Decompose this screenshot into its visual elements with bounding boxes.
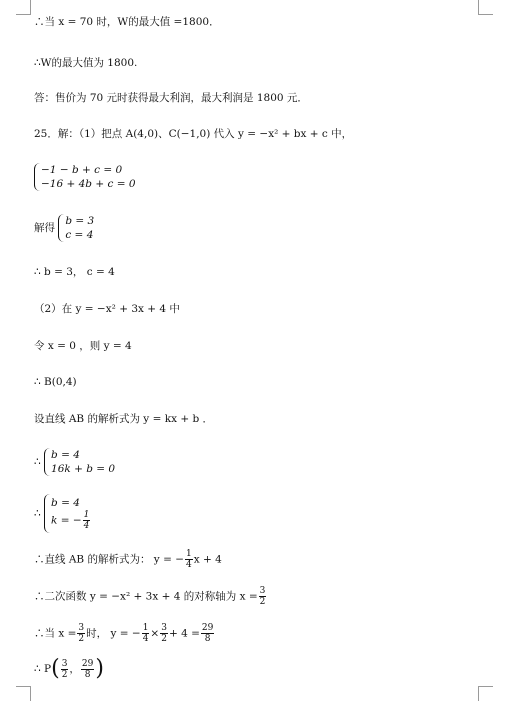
equation: b = 3	[65, 215, 95, 227]
numerator: 3	[61, 658, 68, 669]
denominator: 2	[78, 634, 85, 644]
numerator: 29	[201, 623, 214, 633]
corner-mark-top-right	[478, 0, 493, 15]
text-line	[34, 586, 267, 607]
denominator: 2	[161, 634, 167, 644]
text-line: ∴当 x = 70 时，W的最大值 =1800．	[34, 16, 220, 28]
denominator: 4	[83, 521, 90, 531]
equation: b = 4	[51, 449, 80, 461]
brace-system	[34, 163, 136, 191]
line-text: ×	[150, 627, 160, 640]
denominator: 2	[259, 597, 266, 607]
line-text: + 4 =	[168, 627, 200, 640]
equation: −16 + 4b + c = 0	[41, 178, 136, 190]
line-text: 时， y = −	[86, 627, 141, 640]
text-line	[34, 623, 215, 644]
fraction	[201, 623, 214, 644]
equation: c = 4	[65, 229, 94, 241]
text-line: 令 x = 0 ，则 y = 4	[34, 340, 132, 352]
equation-text: k = −	[51, 514, 82, 527]
fraction	[185, 549, 193, 570]
line-text: ∴当 x =	[34, 627, 77, 640]
left-brace	[34, 163, 40, 191]
denominator: 2	[61, 669, 68, 680]
text-line	[34, 549, 222, 570]
denominator: 8	[84, 669, 91, 680]
line-text: x + 4	[193, 553, 222, 566]
numerator: 29	[81, 658, 94, 669]
text-line: ∴W的最大值为 1800.	[34, 57, 138, 69]
text-line: 答：售价为 70 元时获得最大利润，最大利润是 1800 元．	[34, 92, 308, 104]
solve-label: 解得	[34, 222, 55, 234]
brace-system	[58, 214, 94, 242]
denominator: 8	[204, 634, 211, 644]
fraction	[259, 586, 267, 607]
equation: 16k + b = 0	[51, 463, 116, 475]
equation-system-4	[34, 494, 91, 533]
text-line: 设直线 AB 的解析式为 y = kx + b ．	[34, 413, 214, 425]
fraction	[77, 623, 85, 644]
line-text: ∴二次函数 y = −x² + 3x + 4 的对称轴为 x =	[34, 590, 258, 603]
fraction	[61, 659, 69, 680]
line-text: ∴直线 AB 的解析式为： y = −	[34, 553, 185, 566]
equation-system-3	[34, 448, 115, 476]
brace-system	[44, 448, 115, 476]
corner-mark-bottom-right	[478, 686, 493, 701]
equation-system-1	[34, 163, 136, 191]
equation-system-2	[34, 214, 94, 242]
equation	[44, 510, 91, 531]
therefore-symbol: ∴	[34, 456, 41, 468]
equation: b = 4	[51, 497, 80, 509]
text-line: （2）在 y = −x² + 3x + 4 中	[34, 303, 180, 315]
right-paren: )	[95, 656, 104, 681]
line-text: ∴ P	[34, 663, 52, 675]
fraction	[83, 510, 91, 531]
fraction	[81, 659, 94, 680]
numerator: 1	[83, 510, 90, 520]
therefore-symbol: ∴	[34, 507, 41, 520]
corner-mark-bottom-left	[16, 686, 31, 701]
fraction	[160, 623, 168, 644]
numerator: 3	[161, 623, 167, 633]
numerator: 3	[78, 623, 85, 633]
brace-system	[44, 494, 91, 533]
text-line: ∴ b = 3， c = 4	[34, 266, 115, 278]
numerator: 1	[142, 623, 149, 633]
text-line: ∴ B(0,4)	[34, 376, 77, 388]
text-line: 25．解：（1）把点 A(4,0)、C(−1,0) 代入 y = −x² + bx + c 中，	[34, 128, 353, 140]
equation: −1 − b + c = 0	[41, 164, 123, 176]
separator: ，	[69, 663, 80, 675]
denominator: 4	[142, 634, 149, 644]
corner-mark-top-left	[16, 0, 31, 15]
left-brace	[58, 214, 64, 242]
numerator: 1	[186, 549, 192, 559]
denominator: 4	[186, 560, 192, 570]
left-brace	[44, 448, 50, 476]
fraction	[142, 623, 150, 644]
text-line	[34, 658, 104, 680]
numerator: 3	[259, 586, 266, 596]
left-brace	[44, 494, 50, 533]
left-paren: (	[51, 656, 60, 681]
